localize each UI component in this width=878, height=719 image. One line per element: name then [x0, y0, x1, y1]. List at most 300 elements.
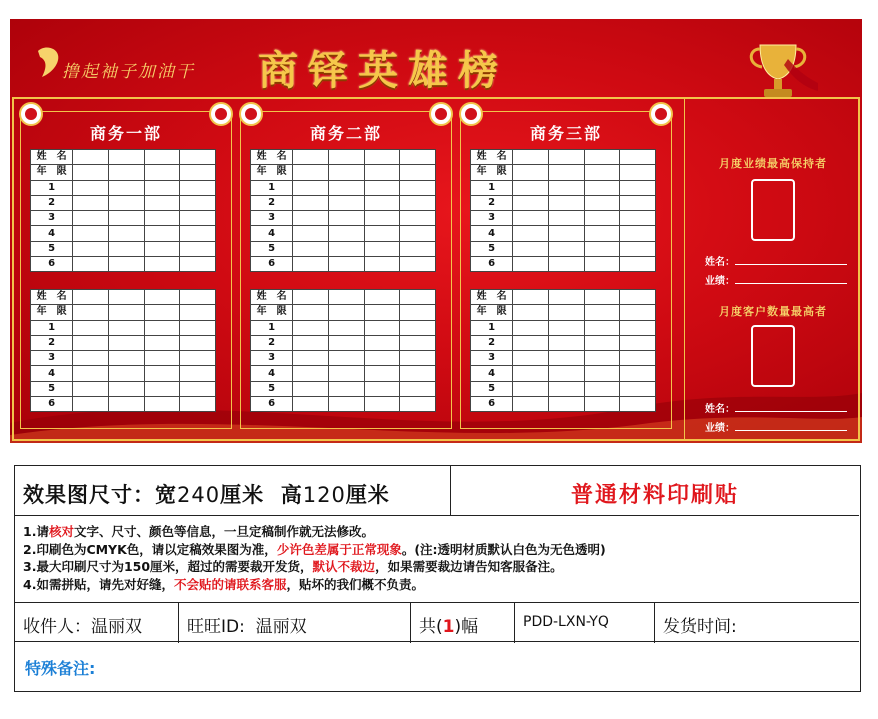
empty-cell [548, 180, 584, 195]
table-row [251, 397, 436, 412]
empty-cell [144, 180, 180, 195]
empty-cell [364, 335, 400, 350]
recipient-cell [15, 603, 179, 643]
row-label: 6 [31, 397, 73, 412]
empty-cell [400, 180, 436, 195]
empty-cell [548, 351, 584, 366]
table-row [471, 165, 656, 180]
row-label: 6 [251, 257, 293, 272]
empty-cell [584, 241, 620, 256]
performance-line [735, 430, 847, 431]
member-table [470, 149, 656, 272]
empty-cell [513, 381, 549, 396]
empty-cell [400, 320, 436, 335]
poster-title: 商铎英雄榜 [258, 47, 508, 94]
empty-cell [584, 226, 620, 241]
empty-cell [513, 320, 549, 335]
empty-cell [548, 320, 584, 335]
width-unit: 厘米 [220, 483, 265, 507]
empty-cell [73, 305, 109, 320]
department-panel-2 [236, 97, 456, 441]
meta-row [15, 602, 859, 642]
row-label: 3 [471, 211, 513, 226]
empty-cell [620, 335, 656, 350]
empty-cell [293, 150, 329, 165]
row-label: 1 [471, 180, 513, 195]
row-label: 1 [31, 320, 73, 335]
name-label: 姓名： [705, 257, 735, 268]
row-label: 5 [31, 241, 73, 256]
row-label: 6 [31, 257, 73, 272]
row-label: 6 [471, 397, 513, 412]
empty-cell [513, 226, 549, 241]
empty-cell [144, 320, 180, 335]
row-label: 姓 名 [251, 290, 293, 305]
row-label: 5 [471, 241, 513, 256]
table-row [471, 397, 656, 412]
empty-cell [584, 180, 620, 195]
row-label: 2 [471, 195, 513, 210]
empty-cell [400, 165, 436, 180]
row-label: 姓 名 [471, 150, 513, 165]
recipient-value: 温丽双 [91, 617, 142, 637]
department-panel-1 [16, 97, 236, 441]
empty-cell [400, 397, 436, 412]
row-label: 姓 名 [31, 290, 73, 305]
empty-cell [293, 290, 329, 305]
empty-cell [584, 320, 620, 335]
empty-cell [400, 351, 436, 366]
empty-cell [328, 211, 364, 226]
empty-cell [620, 381, 656, 396]
empty-cell [180, 241, 216, 256]
table-row [251, 195, 436, 210]
empty-cell [293, 366, 329, 381]
table-row [471, 290, 656, 305]
notes-list [23, 523, 606, 593]
empty-cell [180, 305, 216, 320]
empty-cell [513, 241, 549, 256]
material-type: 普通材料印刷贴 [570, 483, 739, 508]
member-table [250, 149, 436, 272]
row-label: 4 [251, 226, 293, 241]
empty-cell [364, 180, 400, 195]
table-row [251, 366, 436, 381]
empty-cell [548, 226, 584, 241]
empty-cell [144, 335, 180, 350]
wangwang-cell [179, 603, 411, 643]
row-label: 3 [471, 351, 513, 366]
table-row [471, 150, 656, 165]
name-line [735, 264, 847, 265]
table-row [471, 241, 656, 256]
empty-cell [400, 195, 436, 210]
empty-cell [400, 241, 436, 256]
row-label: 4 [251, 366, 293, 381]
empty-cell [364, 257, 400, 272]
empty-cell [108, 320, 144, 335]
order-info-table [14, 465, 861, 692]
table-row [31, 241, 216, 256]
table-row [251, 150, 436, 165]
department-name: 商务三部 [529, 124, 602, 143]
empty-cell [73, 351, 109, 366]
empty-cell [548, 366, 584, 381]
empty-cell [400, 226, 436, 241]
photo-frame [751, 179, 795, 241]
empty-cell [364, 241, 400, 256]
ship-time-label: 发货时间: [663, 617, 737, 637]
empty-cell [293, 241, 329, 256]
row-label: 1 [251, 320, 293, 335]
note-item: 3.最大印刷尺寸为150厘米，超过的需要裁开发货，默认不裁边，如果需要裁边请告知客服备注。 [23, 559, 563, 574]
member-table [470, 289, 656, 412]
empty-cell [328, 290, 364, 305]
empty-cell [108, 397, 144, 412]
empty-cell [513, 165, 549, 180]
empty-cell [328, 305, 364, 320]
empty-cell [548, 257, 584, 272]
empty-cell [108, 366, 144, 381]
table-row [31, 257, 216, 272]
empty-cell [513, 180, 549, 195]
table-row [471, 305, 656, 320]
wangwang-label: 旺旺ID: [187, 617, 245, 637]
empty-cell [144, 381, 180, 396]
height-value: 120 [302, 483, 346, 507]
award-title-top-performance: 月度业绩最高保持者 [719, 157, 827, 170]
row-label: 年 限 [31, 305, 73, 320]
row-label: 6 [471, 257, 513, 272]
empty-cell [513, 257, 549, 272]
ship-time-cell [655, 603, 859, 643]
empty-cell [548, 150, 584, 165]
table-row [251, 335, 436, 350]
empty-cell [108, 150, 144, 165]
empty-cell [548, 195, 584, 210]
empty-cell [548, 305, 584, 320]
table-row [31, 397, 216, 412]
empty-cell [328, 180, 364, 195]
empty-cell [180, 180, 216, 195]
department-name: 商务一部 [89, 124, 162, 143]
table-row [471, 381, 656, 396]
table-row [31, 351, 216, 366]
empty-cell [400, 257, 436, 272]
member-table [30, 149, 216, 272]
table-row [471, 180, 656, 195]
empty-cell [180, 290, 216, 305]
empty-cell [73, 150, 109, 165]
department-name: 商务二部 [309, 124, 382, 143]
note-item: 4.如需拼贴，请先对好缝，不会贴的请联系客服，贴坏的我们概不负责。 [23, 576, 424, 592]
empty-cell [180, 351, 216, 366]
row-label: 5 [471, 381, 513, 396]
table-row [471, 226, 656, 241]
empty-cell [620, 195, 656, 210]
empty-cell [144, 165, 180, 180]
empty-cell [548, 397, 584, 412]
empty-cell [180, 366, 216, 381]
empty-cell [364, 320, 400, 335]
special-remark-label: 特殊备注: [25, 659, 96, 678]
empty-cell [620, 241, 656, 256]
empty-cell [328, 381, 364, 396]
empty-cell [620, 305, 656, 320]
empty-cell [328, 351, 364, 366]
empty-cell [73, 241, 109, 256]
empty-cell [144, 195, 180, 210]
empty-cell [513, 290, 549, 305]
name-label: 姓名： [705, 404, 735, 415]
empty-cell [364, 290, 400, 305]
table-row [251, 351, 436, 366]
empty-cell [180, 320, 216, 335]
empty-cell [144, 150, 180, 165]
empty-cell [108, 211, 144, 226]
empty-cell [293, 226, 329, 241]
empty-cell [364, 226, 400, 241]
table-row [31, 320, 216, 335]
empty-cell [513, 150, 549, 165]
note-item: 2.印刷色为CMYK色，请以定稿效果图为准，少许色差属于正常现象。(注:透明材质默认白色为无色透明) [23, 541, 606, 557]
empty-cell [364, 305, 400, 320]
row-label: 4 [471, 366, 513, 381]
empty-cell [293, 335, 329, 350]
empty-cell [180, 226, 216, 241]
table-row [251, 226, 436, 241]
empty-cell [400, 211, 436, 226]
empty-cell [620, 257, 656, 272]
row-label: 姓 名 [31, 150, 73, 165]
table-row [31, 180, 216, 195]
empty-cell [513, 397, 549, 412]
empty-cell [584, 211, 620, 226]
empty-cell [73, 195, 109, 210]
order-code: PDD-LXN-YQ [515, 603, 655, 643]
row-label: 4 [471, 226, 513, 241]
empty-cell [108, 305, 144, 320]
empty-cell [548, 335, 584, 350]
empty-cell [144, 397, 180, 412]
row-label: 5 [31, 381, 73, 396]
empty-cell [620, 150, 656, 165]
empty-cell [108, 381, 144, 396]
note-item: 1.请核对文字、尺寸、颜色等信息，一旦定稿制作就无法修改。 [23, 524, 374, 539]
empty-cell [513, 351, 549, 366]
empty-cell [620, 226, 656, 241]
empty-cell [364, 165, 400, 180]
table-row [251, 305, 436, 320]
empty-cell [144, 241, 180, 256]
table-row [251, 320, 436, 335]
poster-preview [10, 19, 862, 443]
empty-cell [293, 305, 329, 320]
empty-cell [180, 211, 216, 226]
empty-cell [108, 165, 144, 180]
table-row [31, 150, 216, 165]
empty-cell [584, 351, 620, 366]
empty-cell [328, 320, 364, 335]
performance-label: 业绩： [705, 423, 735, 434]
empty-cell [400, 335, 436, 350]
table-row [471, 320, 656, 335]
row-label: 姓 名 [471, 290, 513, 305]
empty-cell [328, 257, 364, 272]
slogan: 撸起袖子加油干 [62, 62, 195, 82]
empty-cell [180, 335, 216, 350]
empty-cell [620, 320, 656, 335]
height-text: 高 [280, 483, 303, 507]
empty-cell [548, 165, 584, 180]
empty-cell [108, 351, 144, 366]
empty-cell [400, 290, 436, 305]
row-label: 5 [251, 381, 293, 396]
empty-cell [328, 195, 364, 210]
width-value: 240 [177, 483, 221, 507]
empty-cell [584, 366, 620, 381]
row-label: 年 限 [471, 165, 513, 180]
empty-cell [328, 150, 364, 165]
empty-cell [73, 165, 109, 180]
empty-cell [620, 180, 656, 195]
row-label: 3 [31, 351, 73, 366]
empty-cell [584, 150, 620, 165]
empty-cell [364, 397, 400, 412]
empty-cell [328, 226, 364, 241]
row-label: 3 [251, 351, 293, 366]
table-row [251, 211, 436, 226]
empty-cell [584, 335, 620, 350]
empty-cell [620, 351, 656, 366]
empty-cell [400, 381, 436, 396]
row-label: 2 [471, 335, 513, 350]
empty-cell [144, 290, 180, 305]
row-label: 1 [31, 180, 73, 195]
empty-cell [400, 305, 436, 320]
empty-cell [620, 397, 656, 412]
row-label: 2 [31, 335, 73, 350]
empty-cell [108, 226, 144, 241]
empty-cell [584, 290, 620, 305]
table-row [251, 241, 436, 256]
photo-frame [751, 325, 795, 387]
row-label: 年 限 [251, 165, 293, 180]
empty-cell [144, 257, 180, 272]
member-table [250, 289, 436, 412]
empty-cell [364, 381, 400, 396]
empty-cell [513, 335, 549, 350]
size-label: 效果图尺寸： [23, 483, 155, 507]
table-row [251, 165, 436, 180]
member-table [30, 289, 216, 412]
table-row [31, 381, 216, 396]
empty-cell [328, 366, 364, 381]
empty-cell [144, 305, 180, 320]
table-row [31, 165, 216, 180]
row-label: 4 [31, 226, 73, 241]
empty-cell [144, 366, 180, 381]
empty-cell [293, 180, 329, 195]
empty-cell [144, 351, 180, 366]
empty-cell [73, 335, 109, 350]
row-label: 年 限 [31, 165, 73, 180]
empty-cell [584, 165, 620, 180]
empty-cell [513, 211, 549, 226]
empty-cell [584, 305, 620, 320]
empty-cell [73, 381, 109, 396]
row-label: 1 [251, 180, 293, 195]
empty-cell [328, 241, 364, 256]
empty-cell [180, 397, 216, 412]
empty-cell [180, 381, 216, 396]
empty-cell [620, 290, 656, 305]
empty-cell [548, 381, 584, 396]
empty-cell [364, 366, 400, 381]
performance-line [735, 283, 847, 284]
empty-cell [400, 150, 436, 165]
empty-cell [584, 195, 620, 210]
empty-cell [108, 290, 144, 305]
empty-cell [548, 211, 584, 226]
count-value: 1 [442, 617, 455, 637]
row-label: 年 限 [471, 305, 513, 320]
award-title-top-customers: 月度客户数量最高者 [719, 305, 827, 318]
empty-cell [73, 290, 109, 305]
empty-cell [144, 226, 180, 241]
empty-cell [108, 195, 144, 210]
table-row [471, 351, 656, 366]
table-row [31, 366, 216, 381]
empty-cell [584, 257, 620, 272]
table-row [471, 257, 656, 272]
table-row [251, 180, 436, 195]
fist-icon [34, 45, 64, 79]
empty-cell [548, 290, 584, 305]
department-panel-3 [456, 97, 676, 441]
empty-cell [293, 397, 329, 412]
empty-cell [513, 366, 549, 381]
recipient-label: 收件人： [23, 617, 91, 637]
table-row [31, 335, 216, 350]
empty-cell [364, 211, 400, 226]
row-label: 3 [31, 211, 73, 226]
row-label: 年 限 [251, 305, 293, 320]
empty-cell [328, 165, 364, 180]
row-label: 姓 名 [251, 150, 293, 165]
empty-cell [73, 226, 109, 241]
row-label: 2 [251, 195, 293, 210]
empty-cell [293, 195, 329, 210]
row-label: 2 [31, 195, 73, 210]
empty-cell [73, 257, 109, 272]
empty-cell [584, 397, 620, 412]
empty-cell [293, 257, 329, 272]
empty-cell [108, 257, 144, 272]
row-label: 3 [251, 211, 293, 226]
width-text: 宽 [155, 483, 177, 507]
empty-cell [513, 305, 549, 320]
wangwang-value: 温丽双 [255, 617, 307, 637]
row-label: 1 [471, 320, 513, 335]
empty-cell [293, 381, 329, 396]
table-row [31, 290, 216, 305]
empty-cell [584, 381, 620, 396]
table-row [31, 305, 216, 320]
empty-cell [293, 165, 329, 180]
empty-cell [108, 241, 144, 256]
empty-cell [293, 211, 329, 226]
